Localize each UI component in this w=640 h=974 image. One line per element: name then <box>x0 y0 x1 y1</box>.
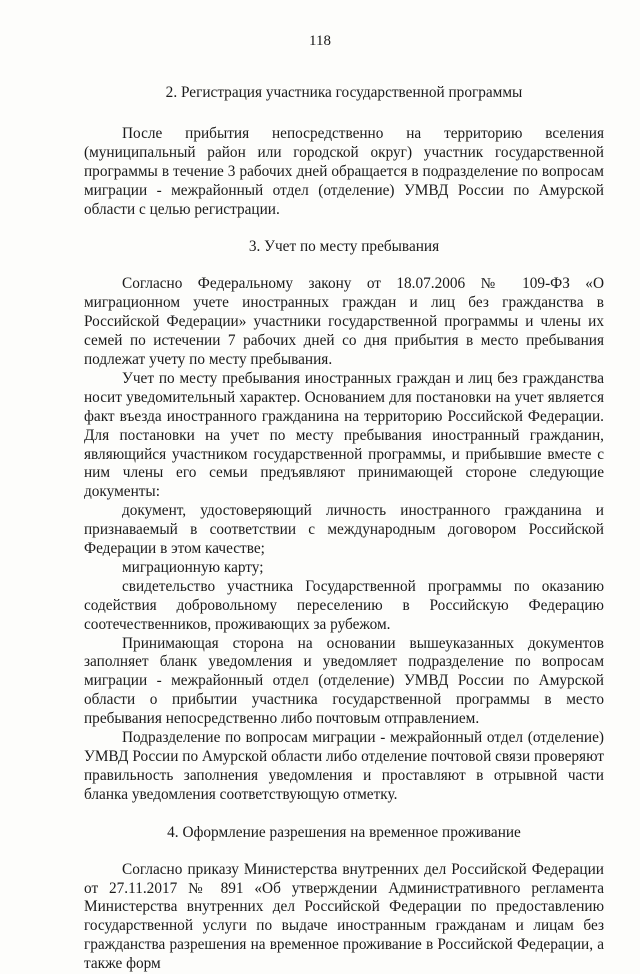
section-4-paragraph: Согласно приказу Министерства внутренних дел Российской Федерации от 27.11.2017 № 891 «Об утверждении Административного регламента Министерства внутренних дел Российской Федерации по предоставлению государственной услуги по выдаче иностранным гражданам и лицам без гражданства разрешения на временное проживание в Российской Федерации, а также форм <box>84 860 604 973</box>
page-number: 118 <box>309 33 331 49</box>
section-3-paragraph: свидетельство участника Государственной программы по оказанию содействия добровольному переселению в Российскую Федерацию соотечественников, проживающих за рубежом. <box>84 577 604 633</box>
section-2-paragraph: После прибытия непосредственно на территорию вселения (муниципальный район или городской округ) участник государственной программы в течение 3 рабочих дней обращается в подразделение по вопросам миграции - межрайонный отдел (отделение) УМВД России по Амурской области с целью регистрации. <box>84 124 604 218</box>
section-3-paragraph: документ, удостоверяющий личность иностранного гражданина и признаваемый в соответствии с международным договором Российской Федерации в этом качестве; <box>84 502 604 558</box>
section-3-heading: 3. Учет по месту пребывания <box>248 238 440 256</box>
document-body <box>84 84 604 974</box>
section-2-heading: 2. Регистрация участника государственной программы <box>165 84 523 101</box>
section-3-paragraph: Учет по месту пребывания иностранных граждан и лиц без гражданства носит уведомительный характер. Основанием для постановки на учет является факт въезда иностранного гражданина на территорию Российской Федерации. Для постановки на учет по месту пребывания иностранный гражданин, являющийся участником государственной программы, и прибывшие вместе с ним члены его семьи предъявляют принимающей стороне следующие документы: <box>84 369 604 501</box>
section-3-paragraph: миграционную карту; <box>122 558 264 576</box>
section-3-paragraph: Согласно Федеральному закону от 18.07.2006 № 109-ФЗ «О миграционном учете иностранных граждан и лиц без гражданства в Российской Федерации» участники государственной программы и члены их семей по истечении 7 рабочих дней со дня прибытия в место пребывания подлежат учету по месту пребывания. <box>84 275 604 368</box>
section-3-paragraph: Принимающая сторона на основании вышеуказанных документов заполняет бланк уведомления и уведомляет подразделение по вопросам миграции - межрайонный отдел (отделение) УМВД России по Амурской области о прибытии участника государственной программы в место пребывания непосредственно либо почтовым отправлением. <box>84 634 604 728</box>
section-3-paragraph: Подразделение по вопросам миграции - межрайонный отдел (отделение) УМВД России по Амурской области либо отделение почтовой связи проверяют правильность заполнения уведомления и проставляют в отрывной части бланка уведомления соответствующую отметку. <box>84 729 604 803</box>
section-4-heading: 4. Оформление разрешения на временное проживание <box>167 823 521 841</box>
